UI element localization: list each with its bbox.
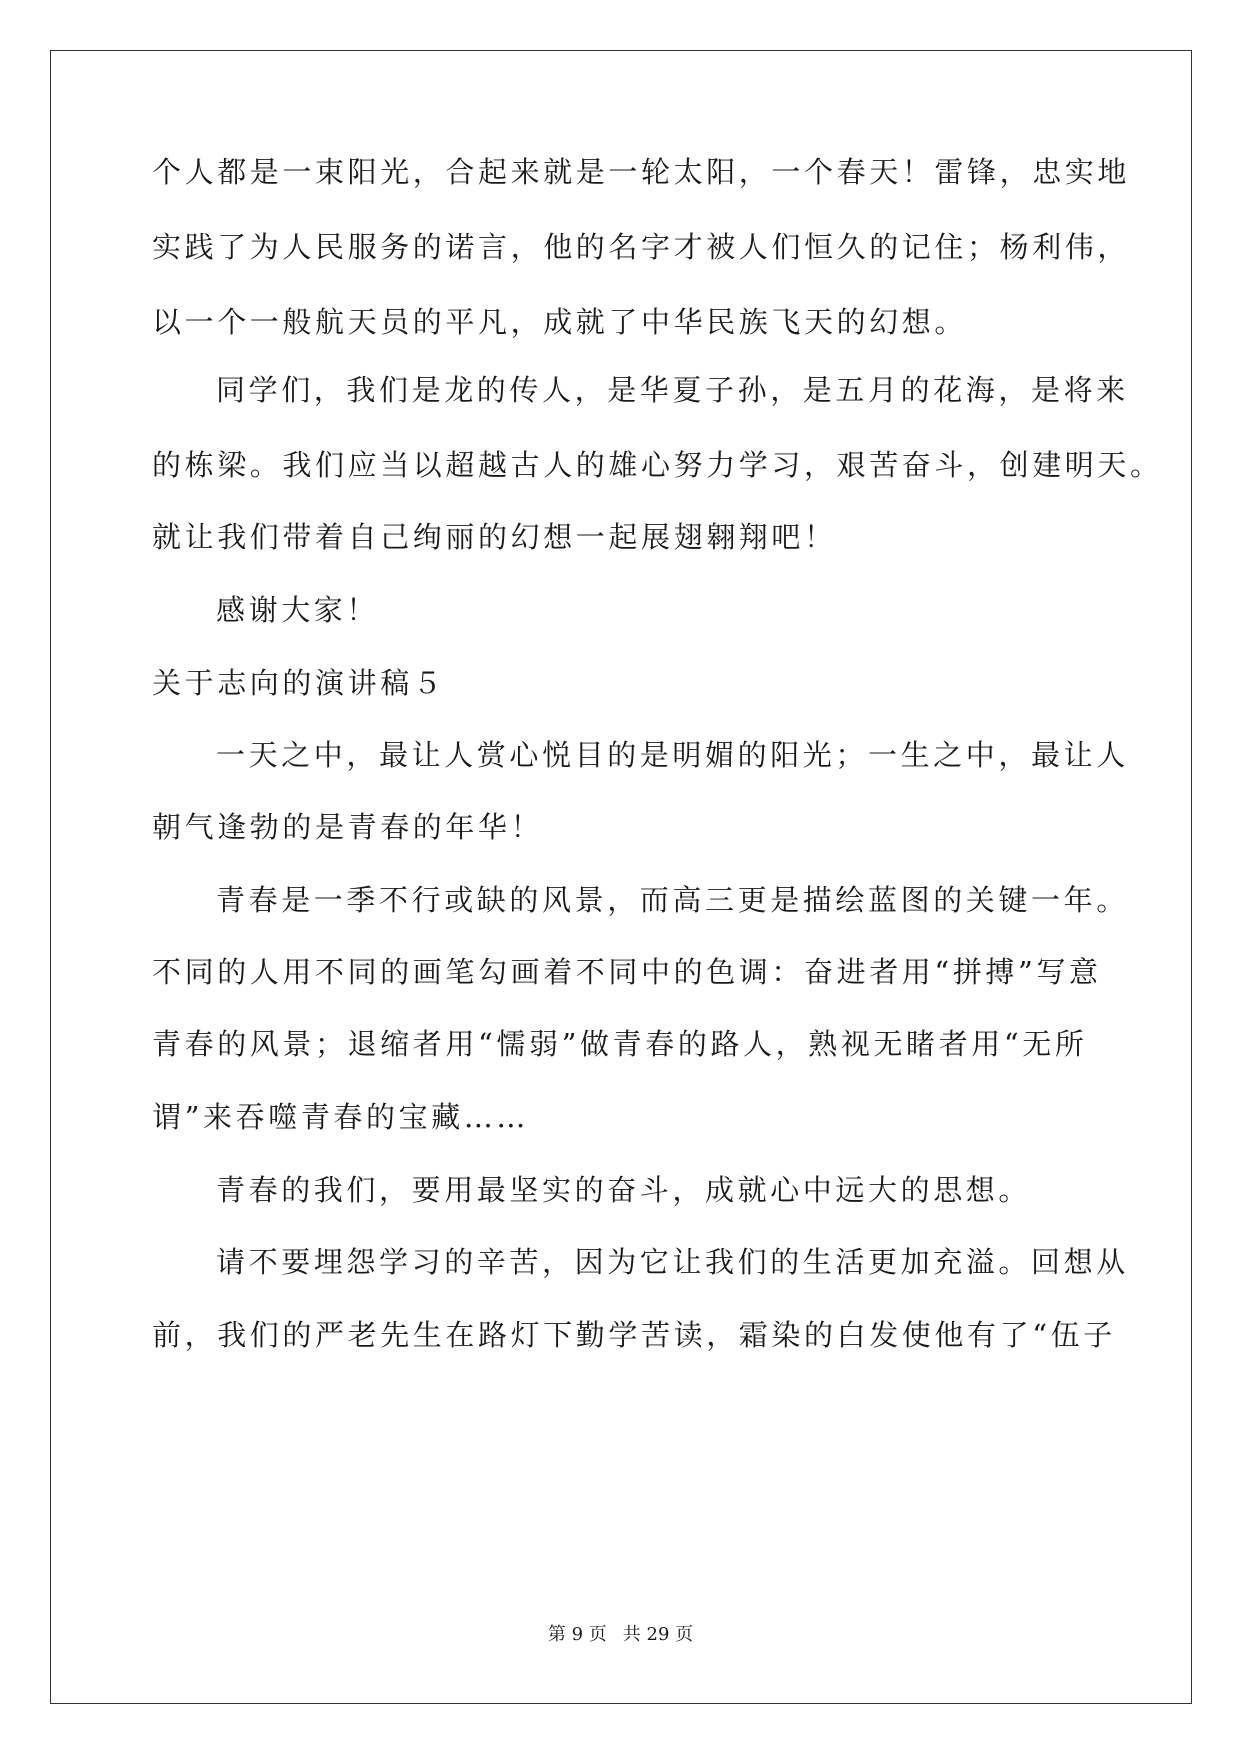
text-line: 的栋梁。我们应当以超越古人的雄心努力学习，艰苦奋斗，创建明天。	[152, 448, 1163, 482]
text-line: 实践了为人民服务的诺言，他的名字才被人们恒久的记住；杨利伟，	[152, 230, 1131, 264]
text-line: 谓”来吞噬青春的宝藏……	[152, 1100, 530, 1134]
text-line: 青春的风景；退缩者用“懦弱”做青春的路人，熟视无睹者用“无所	[152, 1027, 1088, 1061]
paragraph-start: 感谢大家！	[216, 593, 380, 627]
paragraph-start: 请不要埋怨学习的辛苦，因为它让我们的生活更加充溢。回想从	[216, 1245, 1129, 1279]
section-heading: 关于志向的演讲稿５	[152, 666, 446, 700]
text-line: 个人都是一束阳光，合起来就是一轮太阳，一个春天！雷锋，忠实地	[152, 155, 1131, 189]
text-line: 前，我们的严老先生在路灯下勤学苦读，霜染的白发使他有了“伍子	[152, 1318, 1116, 1352]
text-line: 就让我们带着自己绚丽的幻想一起展翅翱翔吧！	[152, 520, 837, 554]
page-total: 共 29 页	[622, 1624, 694, 1645]
paragraph-start: 青春是一季不行或缺的风景，而高三更是描绘蓝图的关键一年。	[216, 883, 1129, 917]
paragraph-start: 青春的我们，要用最坚实的奋斗，成就心中远大的思想。	[216, 1173, 1032, 1207]
text-line: 不同的人用不同的画笔勾画着不同中的色调：奋进者用“拼搏”写意	[152, 955, 1102, 989]
text-line: 以一个一般航天员的平凡，成就了中华民族飞天的幻想。	[152, 305, 968, 339]
paragraph-start: 同学们，我们是龙的传人，是华夏子孙，是五月的花海，是将来	[216, 373, 1129, 407]
text-line: 朝气逢勃的是青春的年华！	[152, 810, 544, 844]
page-footer	[0, 1623, 1241, 1647]
page-number: 第 9 页	[547, 1624, 607, 1645]
paragraph-start: 一天之中，最让人赏心悦目的是明媚的阳光；一生之中，最让人	[216, 738, 1129, 772]
page-frame	[50, 50, 1192, 1704]
